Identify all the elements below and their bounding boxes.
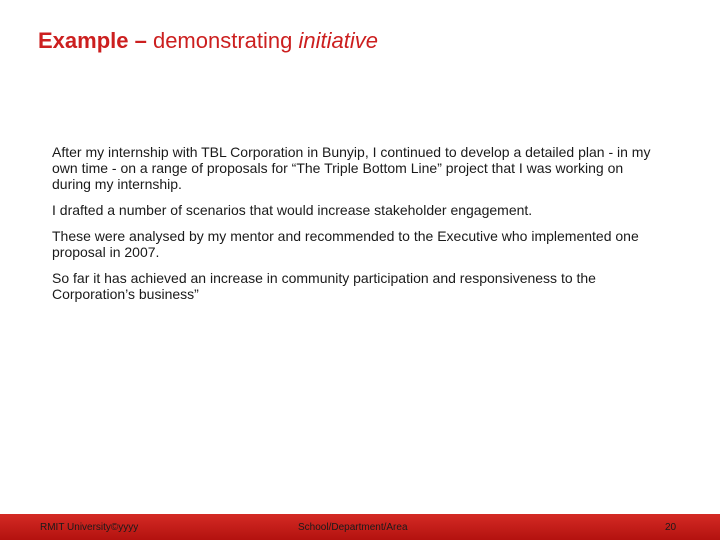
body-paragraph: I drafted a number of scenarios that would increase stakeholder engagement. (52, 202, 533, 218)
body-paragraph: After my internship with TBL Corporation in Bunyip, I continued to develop a detailed plan - in my own time - on a range of proposals for “The Triple Bottom Line” project that I was working on during my internship. (52, 144, 651, 192)
title-prefix: Example – (38, 28, 147, 53)
title-main: demonstrating (146, 28, 299, 53)
body-paragraph: So far it has achieved an increase in community participation and responsiveness to the Corporation’s business” (52, 270, 596, 302)
slide-title (38, 28, 378, 54)
footer-department: School/Department/Area (298, 522, 408, 533)
page-number: 20 (665, 522, 677, 533)
footer-bar (0, 514, 720, 540)
slide-body (52, 144, 662, 312)
footer-institution: RMIT University©yyyy (40, 522, 139, 533)
title-emphasis: initiative (298, 28, 378, 53)
body-paragraph: These were analysed by my mentor and recommended to the Executive who implemented one proposal in 2007. (52, 228, 639, 260)
